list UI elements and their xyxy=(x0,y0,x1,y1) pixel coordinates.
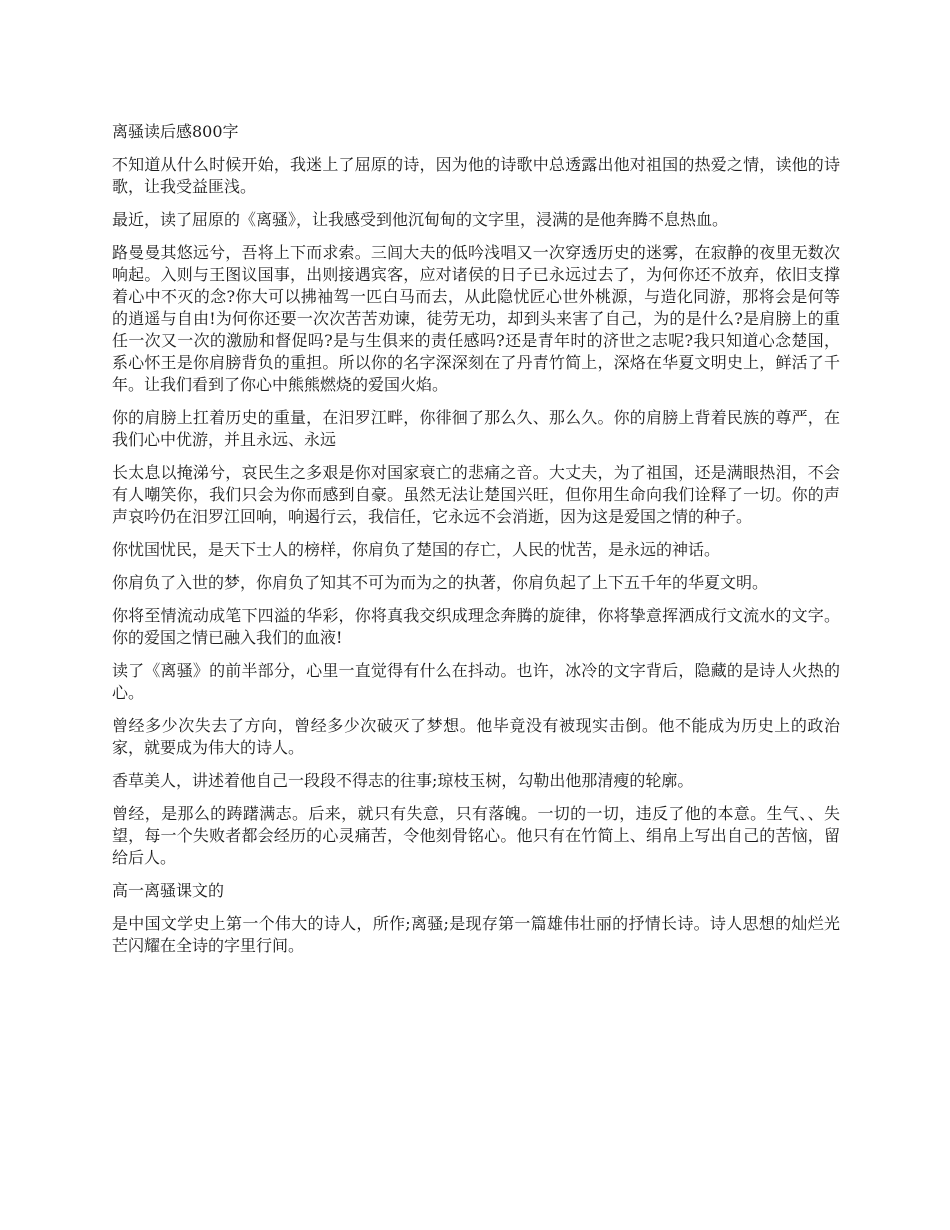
paragraph: 读了《离骚》的前半部分，心里一直觉得有什么在抖动。也许，冰冷的文字背后，隐藏的是诗人火热的心。 xyxy=(112,661,840,702)
section-heading: 高一离骚课文的 xyxy=(112,881,225,900)
paragraph: 不知道从什么时候开始，我迷上了屈原的诗，因为他的诗歌中总透露出他对祖国的热爱之情，读他的诗歌，让我受益匪浅。 xyxy=(112,155,840,196)
paragraph: 最近，读了屈原的《离骚》，让我感受到他沉甸甸的文字里，浸满的是他奔腾不息热血。 xyxy=(112,210,729,229)
paragraph: 曾经，是那么的踌躇满志。后来，就只有失意，只有落魄。一切的一切，违反了他的本意。生气、、失望，每一个失败者都会经历的心灵痛苦，令他刻骨铭心。他只有在竹简上、绢帛上写出自己的苦恼，留给后人。 xyxy=(112,804,840,867)
paragraph: 是中国文学史上第一个伟大的诗人，所作;离骚;是现存第一篇雄伟壮丽的抒情长诗。诗人思想的灿烂光芒闪耀在全诗的字里行间。 xyxy=(112,914,840,955)
paragraph: 你忧国忧民，是天下士人的榜样，你肩负了楚国的存亡，人民的忧苦，是永远的神话。 xyxy=(112,540,721,559)
document-page xyxy=(112,121,840,968)
paragraph: 路曼曼其悠远兮，吾将上下而求索。三闾大夫的低吟浅唱又一次穿透历史的迷雾，在寂静的夜里无数次响起。入则与王图议国事，出则接遇宾客，应对诸侯的日子已永远过去了，为何你还不放弃，依旧支撑着心中不灭的念?你大可以拂袖驾一匹白马而去，从此隐忧匠心世外桃源，与造化同游，那将会是何等的逍遥与自由!为何你还要一次次苦苦劝谏，徒劳无功，却到头来害了自己，为的是什么?是肩膀上的重任一次又一次的激励和督促吗?是与生俱来的责任感吗?还是青年时的济世之志呢?我只知道心念楚国，系心怀王是你肩膀背负的重担。所以你的名字深深刻在了丹青竹简上，深烙在华夏文明史上，鲜活了千年。让我们看到了你心中熊熊燃烧的爱国火焰。 xyxy=(112,243,840,394)
document-title: 离骚读后感800字 xyxy=(112,122,239,141)
paragraph: 你的肩膀上扛着历史的重量，在汨罗江畔，你徘徊了那么久、那么久。你的肩膀上背着民族的尊严，在我们心中优游，并且永远、永远 xyxy=(112,408,840,449)
paragraph: 曾经多少次失去了方向，曾经多少次破灭了梦想。他毕竟没有被现实击倒。他不能成为历史上的政治家，就要成为伟大的诗人。 xyxy=(112,716,840,757)
paragraph: 你肩负了入世的梦，你肩负了知其不可为而为之的执著，你肩负起了上下五千年的华夏文明。 xyxy=(112,573,769,592)
paragraph: 长太息以掩涕兮，哀民生之多艰是你对国家衰亡的悲痛之音。大丈夫，为了祖国，还是满眼热泪，不会有人嘲笑你，我们只会为你而感到自豪。虽然无法让楚国兴旺，但你用生命向我们诠释了一切。你的声声哀吟仍在汨罗江回响，响遏行云，我信任，它永远不会消逝，因为这是爱国之情的种子。 xyxy=(112,463,840,526)
paragraph: 香草美人，讲述着他自己一段段不得志的往事;琼枝玉树，勾勒出他那清瘦的轮廓。 xyxy=(112,771,694,790)
paragraph: 你将至情流动成笔下四溢的华彩，你将真我交织成理念奔腾的旋律，你将挚意挥洒成行文流水的文字。你的爱国之情已融入我们的血液! xyxy=(112,606,840,647)
